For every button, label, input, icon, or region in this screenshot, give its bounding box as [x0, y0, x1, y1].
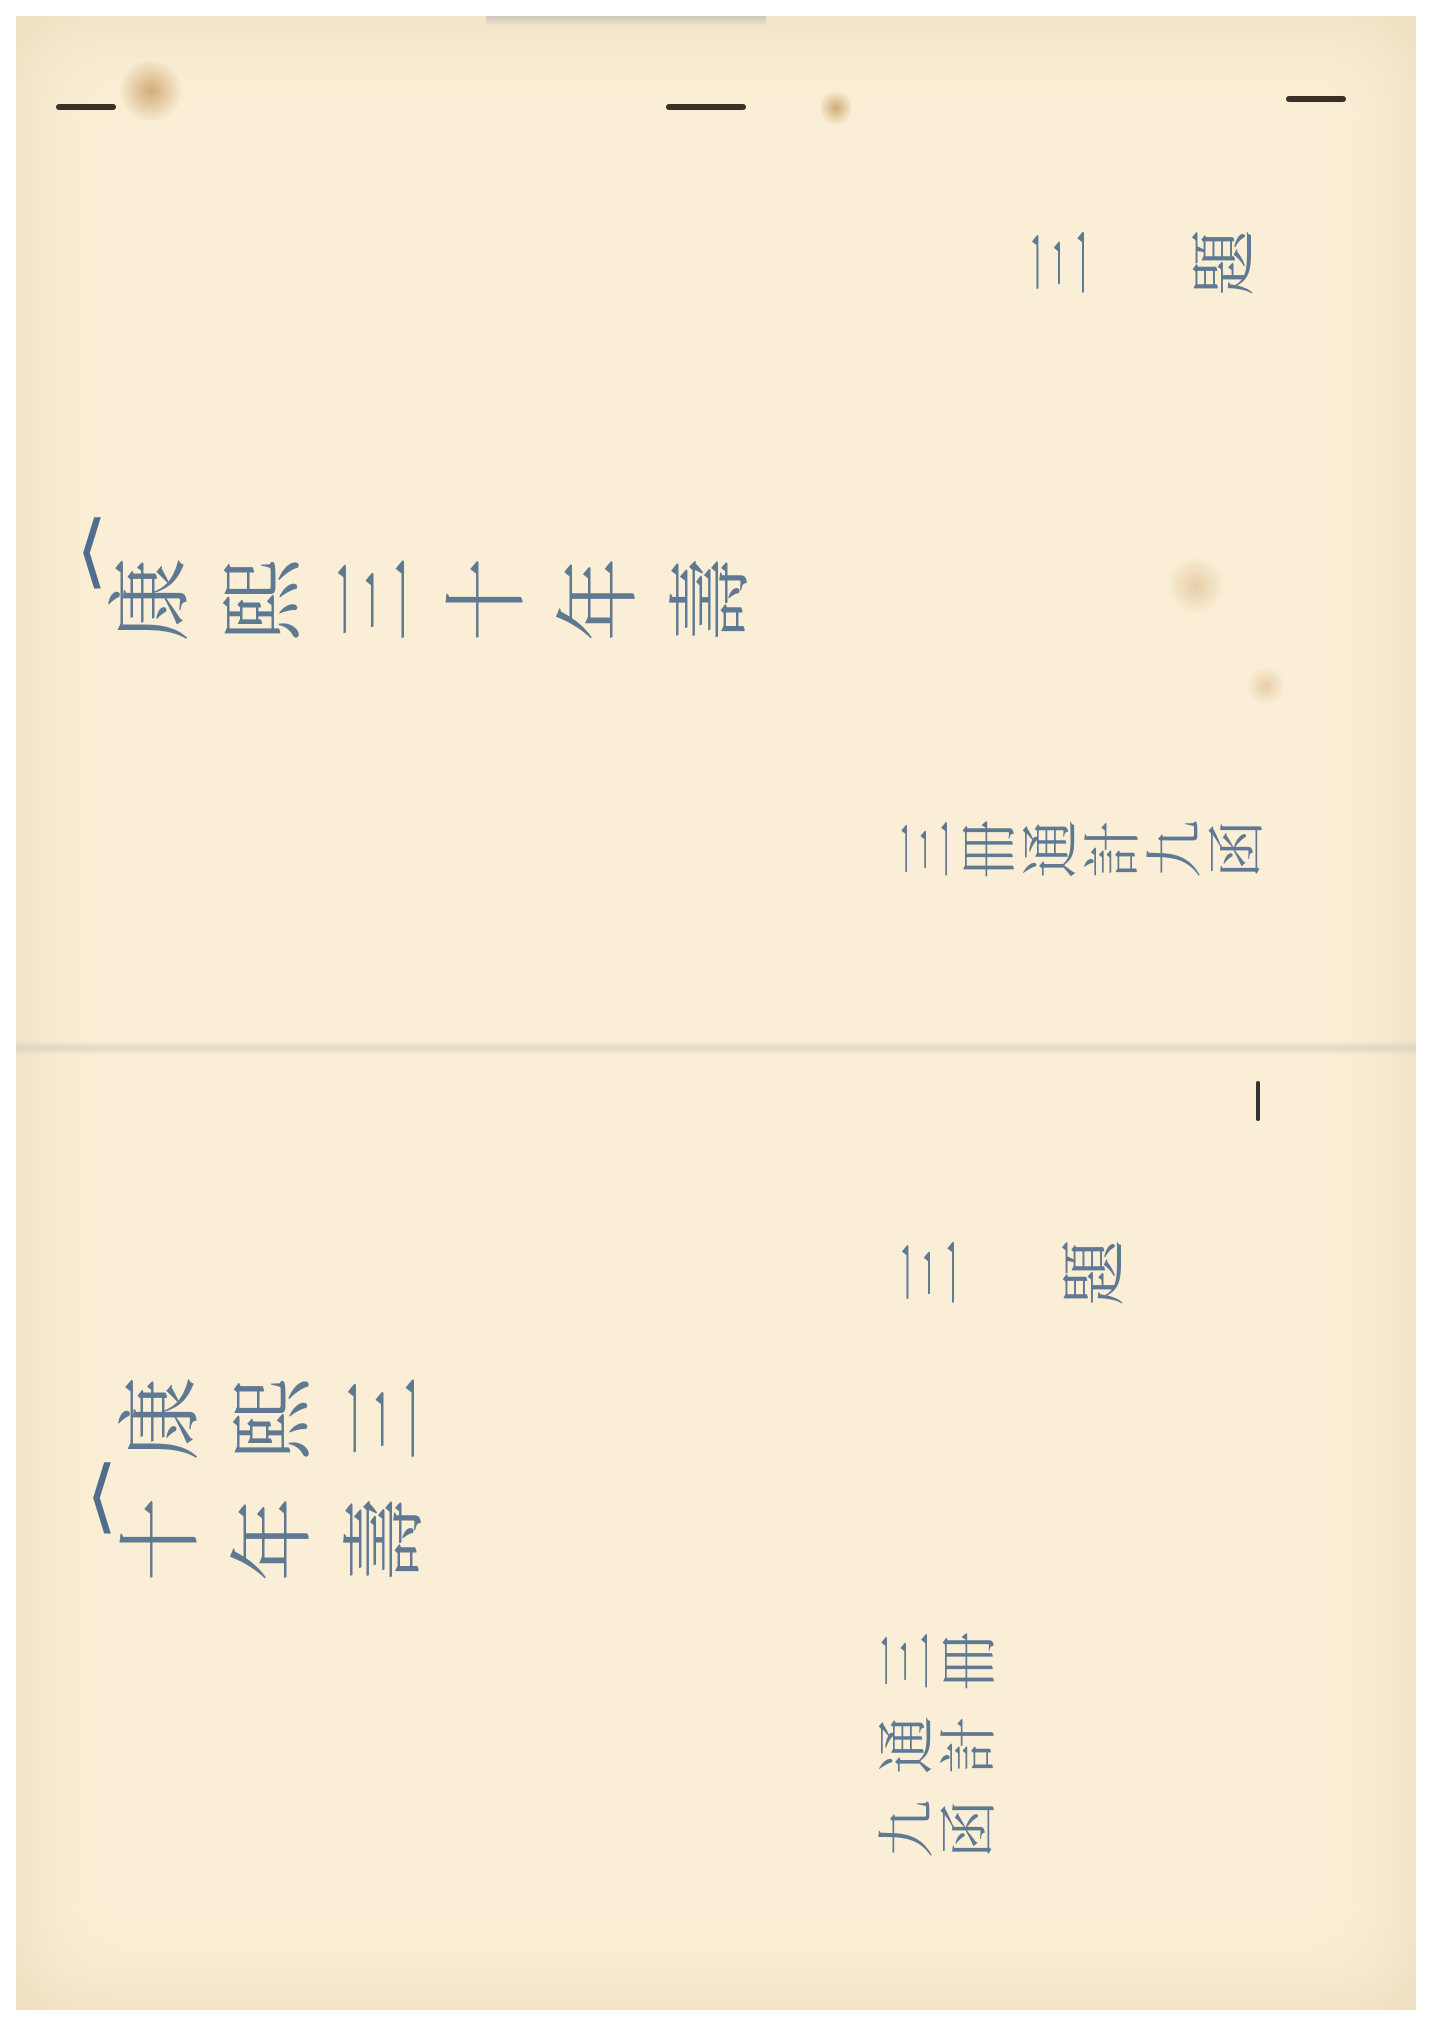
ink-tick-mark — [1256, 1081, 1260, 1121]
upper-title-bracket: ⟨ — [76, 504, 108, 597]
foxing-stain — [821, 88, 851, 128]
binding-hole-left — [56, 104, 116, 110]
upper-heading: 三 題 — [1026, 230, 1265, 307]
top-crease — [486, 16, 766, 26]
lower-note: 三冊通計九函 — [876, 1632, 1000, 1868]
upper-title: 康熙三十年壽 — [106, 557, 778, 655]
foxing-stain — [116, 61, 186, 121]
binding-hole-right — [1286, 96, 1346, 102]
lower-title: 康熙三十年壽 — [116, 1376, 452, 1595]
foxing-stain — [1166, 556, 1226, 616]
lower-title-bracket: ⟨ — [86, 1449, 118, 1542]
center-fold — [16, 1041, 1416, 1055]
manuscript-page — [16, 16, 1416, 2010]
upper-note: 三冊通計九函 — [896, 820, 1268, 888]
binding-hole-center — [666, 104, 746, 110]
foxing-stain — [1246, 666, 1286, 706]
lower-heading: 三 題 — [896, 1240, 1135, 1317]
